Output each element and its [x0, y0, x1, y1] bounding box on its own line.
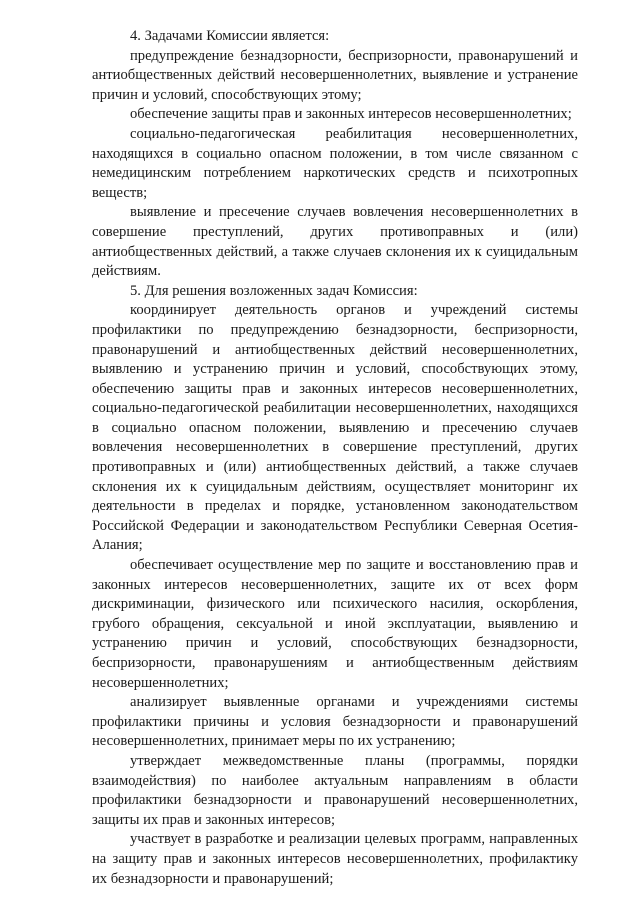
task-detection-paragraph: выявление и пресечение случаев вовлечения несовершеннолетних в совершение преступлений, других противоправных и (или) антиобщественных действий, а также случаев склонения их к суицидальным действиям.: [92, 204, 578, 280]
function-coordination-paragraph: координирует деятельность органов и учреждений системы профилактики по предупреждению безнадзорности, беспризорности, правонарушений и антиобщественных действий несовершеннолетних, выявлению и устранению причин и условий, способствующих этому, обеспечению защиты прав и законных интересов несовершеннолетних, социально-педагогической реабилитации несовершеннолетних, находящихся в социально опасном положении, выявлению и пресечению случаев вовлечения несовершеннолетних в совершение преступлений, других противоправных и (или) антиобщественных действий, а также случаев склонения их к суицидальным действиям, осуществляет мониторинг их деятельности в пределах и порядке, установленном законодательством Российской Федерации и законодательством Республики Северная Осетия-Алания;: [92, 302, 578, 554]
section-4-heading: 4. Задачами Комиссии является:: [130, 28, 330, 44]
task-prevention-paragraph: предупреждение безнадзорности, беспризорности, правонарушений и антиобщественных действий несовершеннолетних, выявление и устранение причин и условий, способствующих этому;: [92, 47, 578, 103]
function-programs-participation-paragraph: участвует в разработке и реализации целевых программ, направленных на защиту прав и законных интересов несовершеннолетних, профилактику их безнадзорности и правонарушений;: [92, 831, 578, 887]
function-analysis-paragraph: анализирует выявленные органами и учреждениями системы профилактики причины и условия безнадзорности и правонарушений несовершеннолетних, принимает меры по их устранению;: [92, 694, 578, 750]
task-rehabilitation-paragraph: социально-педагогическая реабилитация несовершеннолетних, находящихся в социально опасном положении, в том числе связанном с немедицинским потреблением наркотических средств и психотропных веществ;: [92, 125, 578, 201]
function-protection-measures-paragraph: обеспечивает осуществление мер по защите и восстановлению прав и законных интересов несовершеннолетних, защите их от всех форм дискриминации, физического или психического насилия, оскорбления, грубого обращения, сексуальной и иной эксплуатации, выявлению и устранению причин и условий, способствующих безнадзорности, беспризорности, правонарушениям и антиобщественным действиям несовершеннолетних;: [92, 557, 578, 691]
section-5-heading: 5. Для решения возложенных задач Комиссия:: [130, 282, 418, 299]
task-rights-protection-paragraph: обеспечение защиты прав и законных интересов несовершеннолетних;: [130, 106, 572, 123]
function-plans-approval-paragraph: утверждает межведомственные планы (программы, порядки взаимодействия) по наиболее актуальным направлениям в области профилактики безнадзорности и правонарушений несовершеннолетних, защиты их прав и законных интересов;: [92, 752, 578, 828]
document-body: [92, 27, 578, 889]
